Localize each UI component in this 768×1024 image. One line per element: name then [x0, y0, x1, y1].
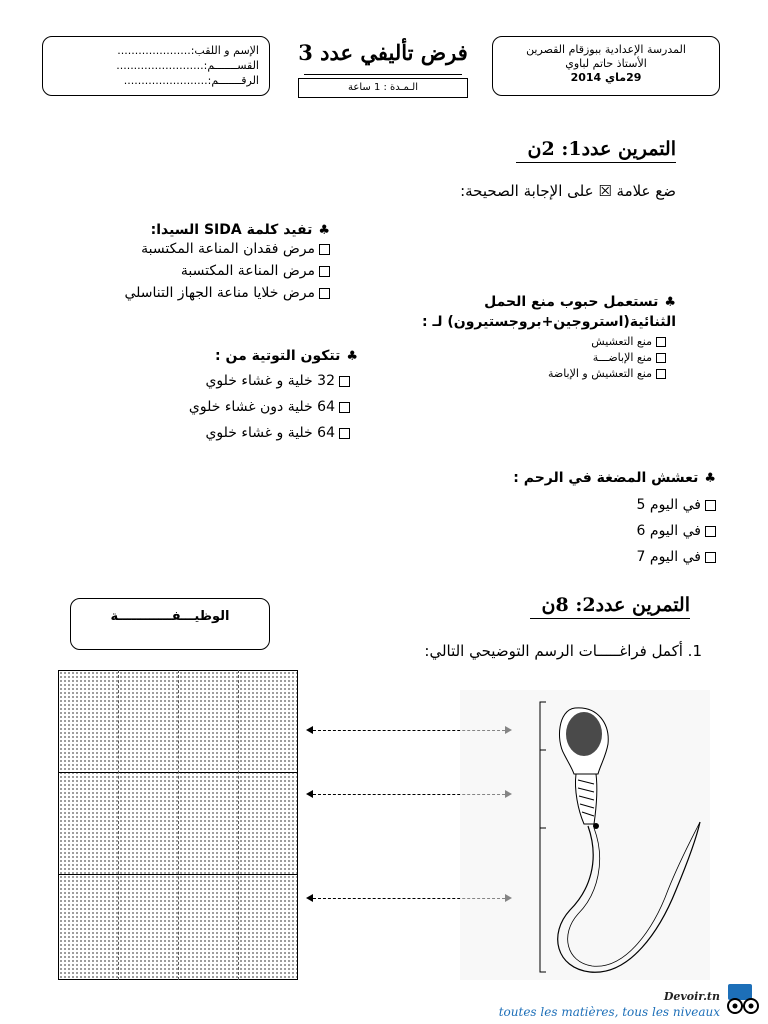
exercise2-instruction: 1. أكمل فراغـــــات الرسم التوضيحي التالي: [424, 642, 702, 660]
name-field[interactable]: الإسم و اللقب:..................... [117, 44, 259, 57]
exercise1-instruction: ضع علامة ☒ على الإجابة الصحيحة: [460, 182, 676, 200]
option-row[interactable]: منع التعشيش [346, 334, 666, 350]
option-row[interactable]: في اليوم 5 [416, 492, 716, 518]
student-info-box [42, 36, 270, 96]
question-sida [30, 222, 330, 304]
checkbox-icon[interactable] [319, 288, 330, 299]
checkbox-icon[interactable] [339, 402, 350, 413]
option-row[interactable]: منع التعشيش و الإباضة [346, 366, 666, 382]
exam-date: 29ماي 2014 [570, 71, 642, 84]
footer-tagline: toutes les matières, tous les niveaux [498, 1005, 720, 1019]
sperm-cell-diagram [460, 690, 710, 980]
checkbox-icon[interactable] [705, 500, 716, 511]
checkbox-icon[interactable] [705, 526, 716, 537]
question-morula: ♣تتكون التوتية من : 32 خلية و غشاء خلوي 64 خلية دون غشاء خلوي 64 خلية و غشاء خلوي [58, 348, 358, 446]
option-row[interactable]: 64 خلية دون غشاء خلوي [58, 394, 350, 420]
checkbox-icon[interactable] [339, 428, 350, 439]
checkbox-icon[interactable] [656, 369, 666, 379]
option-row[interactable]: في اليوم 7 [416, 544, 716, 570]
option-row[interactable]: مرض خلايا مناعة الجهاز التناسلي [30, 282, 330, 304]
checkbox-icon[interactable] [656, 337, 666, 347]
club-bullet-icon: ♣ [346, 349, 358, 364]
grid-column-line [178, 670, 179, 980]
checkbox-icon[interactable] [656, 353, 666, 363]
teacher-name: الأستاذ حاتم لباوي [565, 57, 647, 70]
footer-brand[interactable]: Devoir.tn [663, 990, 720, 1003]
class-field[interactable]: القســـــــم:......................... [116, 59, 259, 72]
function-label-box: الوظيـــفــــــــــــة [70, 598, 270, 650]
club-bullet-icon: ♣ [704, 471, 716, 486]
exercise2-heading: التمرين عدد2: 8ن [530, 594, 690, 619]
school-name: المدرسة الإعدادية ببوزقام القصرين [526, 43, 686, 56]
grid-column-line [238, 670, 239, 980]
club-bullet-icon: ♣ [318, 223, 330, 238]
option-row[interactable]: 32 خلية و غشاء خلوي [58, 368, 350, 394]
option-row[interactable]: منع الإباضـــة [346, 350, 666, 366]
checkbox-icon[interactable] [319, 266, 330, 277]
number-field[interactable]: الرقـــــــم:........................ [123, 74, 259, 87]
checkbox-icon[interactable] [705, 552, 716, 563]
club-bullet-icon: ♣ [664, 295, 676, 310]
question-title: تفيد كلمة SIDA السيدا: [150, 222, 313, 238]
exam-title: فرض تأليفي عدد 3 [298, 40, 468, 65]
option-row[interactable]: مرض فقدان المناعة المكتسبة [30, 238, 330, 260]
question-implantation: ♣تعشش المضغة في الرحم : في اليوم 5 في اليوم 6 في اليوم 7 [416, 470, 716, 570]
devoir-logo-icon [724, 982, 760, 1016]
exam-title-block [298, 40, 468, 100]
checkbox-icon[interactable] [339, 376, 350, 387]
option-row[interactable]: في اليوم 6 [416, 518, 716, 544]
question-contraceptive: ♣تستعمل حبوب منع الحمل الثنائية(استروجين+بروجستيرون) لـ : منع التعشيش منع الإباضـــة منع التعشيش و الإباضة [346, 294, 676, 382]
exercise1-heading: التمرين عدد1: 2ن [516, 138, 676, 163]
duration-label: الـمـدة : 1 ساعة [298, 78, 468, 98]
option-row[interactable]: مرض المناعة المكتسبة [30, 260, 330, 282]
title-underline [304, 74, 462, 75]
school-info-box [492, 36, 720, 96]
checkbox-icon[interactable] [319, 244, 330, 255]
grid-column-line [118, 670, 119, 980]
option-row[interactable]: 64 خلية و غشاء خلوي [58, 420, 350, 446]
